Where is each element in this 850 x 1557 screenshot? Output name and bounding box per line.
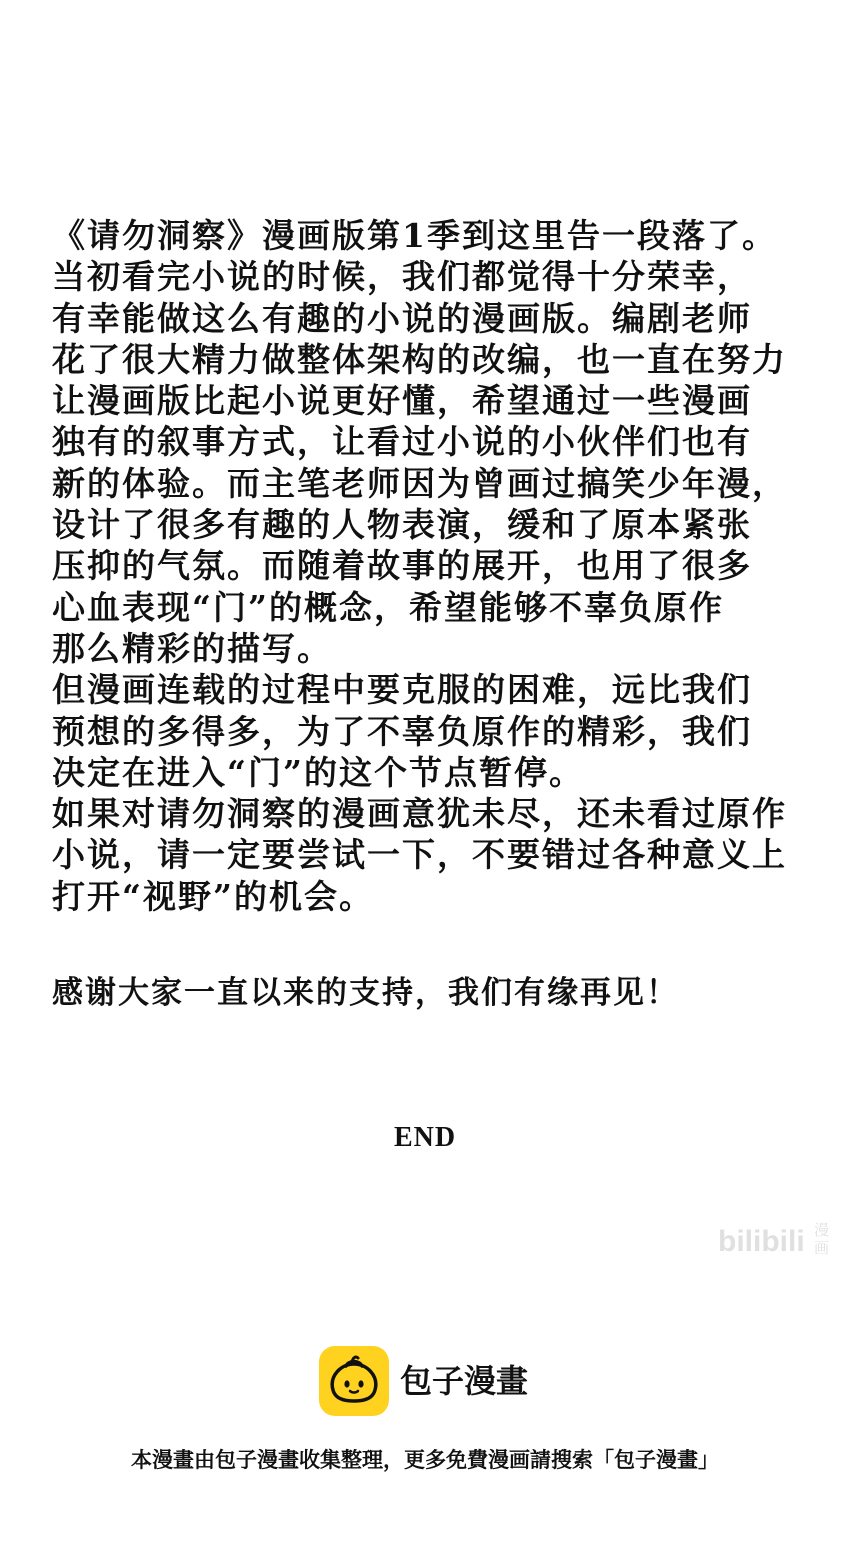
afterword-line: 但漫画连载的过程中要克服的困难，远比我们	[52, 670, 752, 710]
brand-name: 包子漫畫	[400, 1362, 529, 1400]
afterword-line: 小说，请一定要尝试一下，不要错过各种意义上	[52, 835, 787, 875]
afterword-line: 《请勿洞察》漫画版第1季到这里告一段落了。	[52, 216, 777, 255]
afterword-line: 如果对请勿洞察的漫画意犹未尽，还未看过原作	[52, 794, 787, 834]
afterword-line: 压抑的气氛。而随着故事的展开，也用了很多	[52, 546, 752, 586]
footer-note: 本漫畫由包子漫畫收集整理，更多免費漫画請搜索「包子漫畫」	[131, 1448, 719, 1472]
watermark-suffix-top: 漫	[814, 1221, 830, 1239]
afterword-line: 新的体验。而主笔老师因为曾画过搞笑少年漫，	[52, 463, 787, 503]
afterword-line: 打开“视野”的机会。	[52, 876, 374, 916]
watermark-logo-text: bilibili	[718, 1225, 805, 1258]
afterword-line: 当初看完小说的时候，我们都觉得十分荣幸，	[52, 257, 752, 297]
afterword-line: 那么精彩的描写。	[52, 628, 332, 668]
afterword-line: 预想的多得多，为了不辜负原作的精彩，我们	[52, 711, 752, 751]
watermark-suffix-bottom: 画	[814, 1239, 830, 1257]
baozi-icon	[319, 1346, 389, 1416]
afterword-line: 有幸能做这么有趣的小说的漫画版。编剧老师	[52, 298, 752, 338]
bilibili-manga-watermark	[718, 1217, 838, 1261]
afterword-line: 决定在进入“门”的这个节点暂停。	[52, 752, 584, 792]
thanks-message: 感谢大家一直以来的支持，我们有缘再见！	[52, 975, 679, 1011]
afterword-text	[52, 215, 832, 917]
afterword-line: 独有的叙事方式，让看过小说的小伙伴们也有	[52, 422, 752, 462]
end-mark: END	[393, 1122, 457, 1153]
afterword-line: 花了很大精力做整体架构的改编，也一直在努力	[52, 339, 787, 379]
afterword-line: 让漫画版比起小说更好懂，希望通过一些漫画	[52, 381, 752, 421]
afterword-line: 心血表现“门”的概念，希望能够不辜负原作	[52, 587, 724, 627]
afterword-line: 设计了很多有趣的人物表演，缓和了原本紧张	[52, 505, 752, 545]
